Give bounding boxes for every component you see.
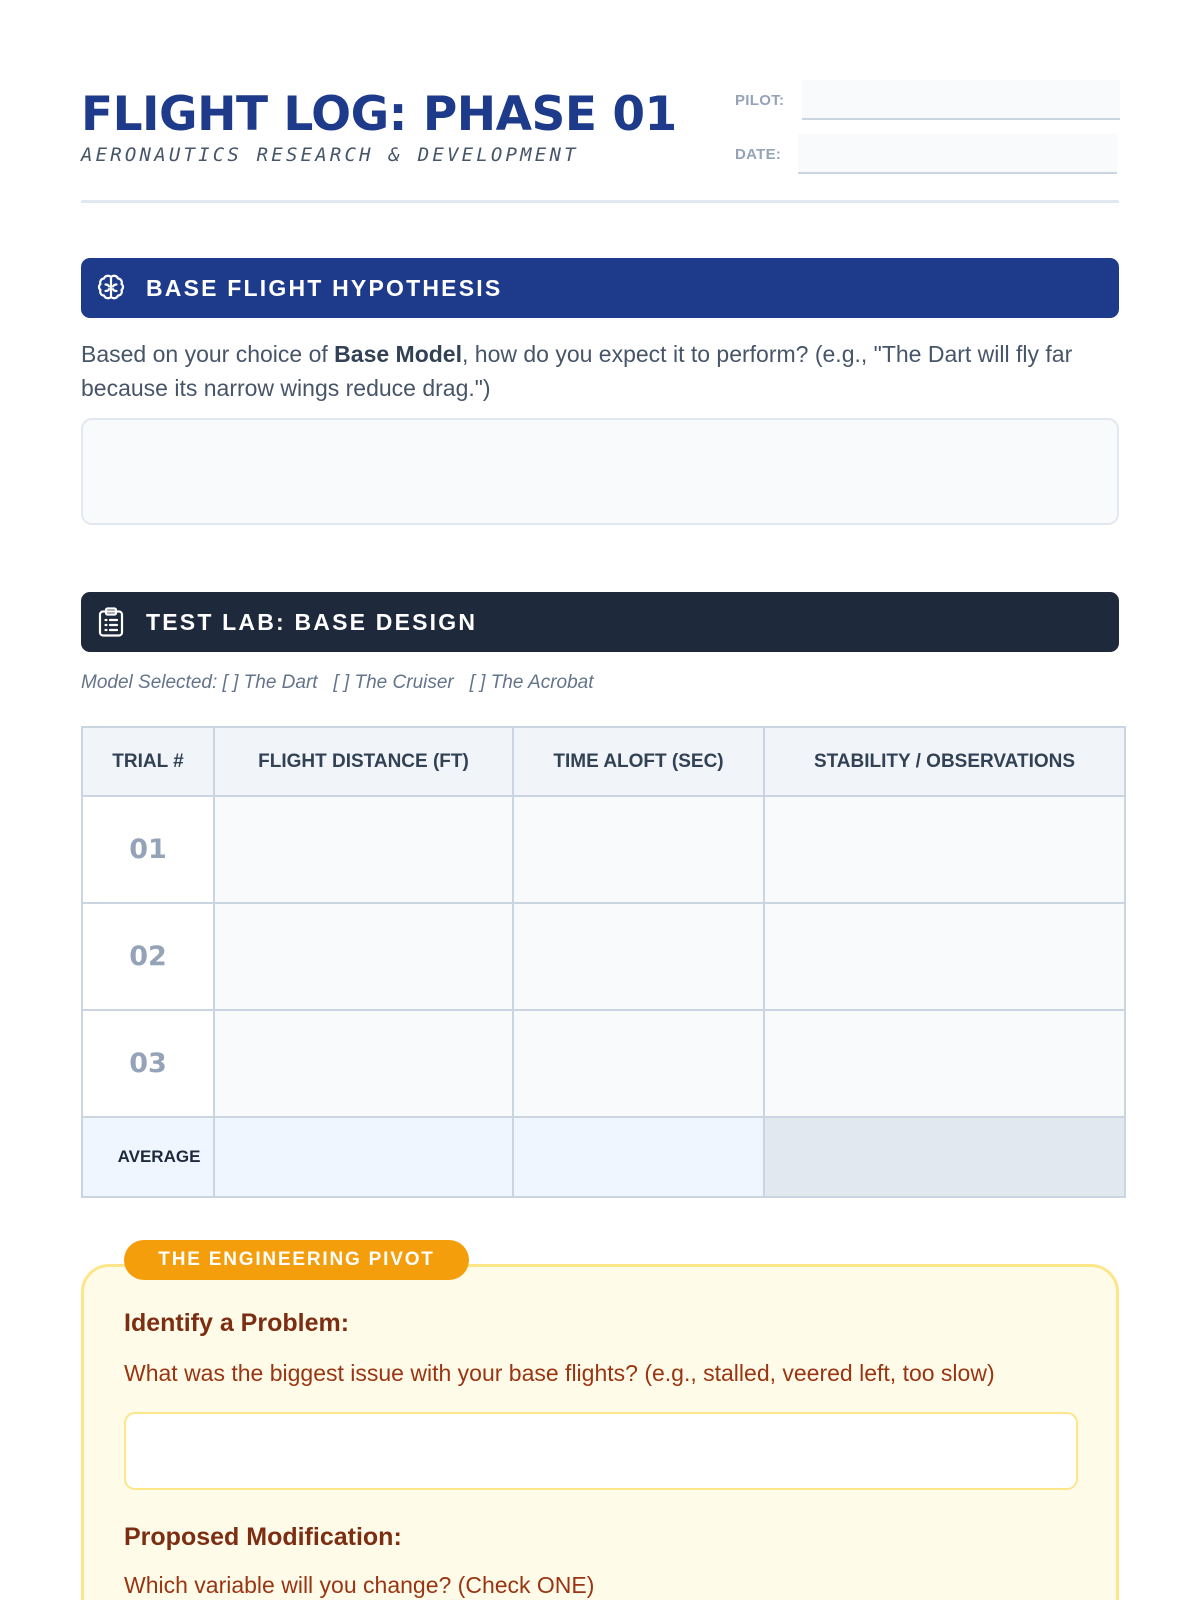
distance-cell[interactable]	[214, 903, 513, 1010]
average-distance-cell[interactable]	[214, 1117, 513, 1197]
date-row	[735, 134, 1120, 174]
table-header-row	[82, 727, 1125, 796]
observations-cell[interactable]	[764, 1010, 1125, 1117]
average-blocked-cell	[764, 1117, 1125, 1197]
test-lab-heading: TEST LAB: BASE DESIGN	[146, 608, 478, 635]
average-label: AVERAGE	[82, 1117, 214, 1197]
engineering-pivot-tag: THE ENGINEERING PIVOT	[124, 1240, 469, 1280]
pilot-row	[735, 80, 1120, 120]
problem-question: What was the biggest issue with your base flights? (e.g., stalled, veered left, too slow)	[124, 1360, 995, 1386]
prompt-text-end: , how do you expect it to perform? (e.g., "The Dart will fly far because its narrow wings reduce drag.")	[81, 341, 1073, 401]
modification-question: Which variable will you change? (Check ONE)	[124, 1572, 595, 1598]
column-header: TIME ALOFT (SEC)	[513, 727, 764, 796]
hypothesis-section-header	[81, 258, 1119, 318]
trial-number: 03	[82, 1010, 214, 1117]
trial-number: 02	[82, 903, 214, 1010]
prompt-emphasis: Base Model	[334, 341, 462, 367]
date-field[interactable]	[798, 134, 1117, 174]
hypothesis-prompt	[81, 337, 1119, 405]
table-row	[82, 903, 1125, 1010]
problem-heading: Identify a Problem:	[124, 1309, 350, 1337]
observations-cell[interactable]	[764, 796, 1125, 903]
brain-icon	[94, 271, 128, 305]
table-row	[82, 1010, 1125, 1117]
pilot-label: PILOT:	[735, 92, 785, 109]
trial-number: 01	[82, 796, 214, 903]
distance-cell[interactable]	[214, 796, 513, 903]
column-header: TRIAL #	[82, 727, 214, 796]
page-subtitle: AERONAUTICS RESEARCH & DEVELOPMENT	[81, 144, 579, 166]
model-selected-line: Model Selected: [ ] The Dart [ ] The Cruiser [ ] The Acrobat	[81, 672, 594, 693]
test-lab-section-header	[81, 592, 1119, 652]
prompt-text-start: Based on your choice of	[81, 341, 335, 367]
modification-heading: Proposed Modification:	[124, 1523, 402, 1551]
table-row	[82, 796, 1125, 903]
page-title: FLIGHT LOG: PHASE 01	[81, 87, 677, 142]
clipboard-icon	[94, 605, 128, 639]
time-cell[interactable]	[513, 796, 764, 903]
hypothesis-heading: BASE FLIGHT HYPOTHESIS	[146, 274, 503, 301]
hypothesis-answer-box[interactable]	[81, 418, 1119, 525]
column-header: FLIGHT DISTANCE (FT)	[214, 727, 513, 796]
date-label: DATE:	[735, 146, 782, 163]
time-cell[interactable]	[513, 1010, 764, 1117]
problem-answer-field[interactable]	[124, 1412, 1078, 1490]
average-row	[82, 1117, 1125, 1197]
column-header: STABILITY / OBSERVATIONS	[764, 727, 1125, 796]
time-cell[interactable]	[513, 903, 764, 1010]
pilot-field[interactable]	[802, 80, 1120, 120]
flight-data-table	[81, 726, 1126, 1198]
observations-cell[interactable]	[764, 903, 1125, 1010]
page-header	[81, 80, 1119, 203]
distance-cell[interactable]	[214, 1010, 513, 1117]
average-time-cell[interactable]	[513, 1117, 764, 1197]
